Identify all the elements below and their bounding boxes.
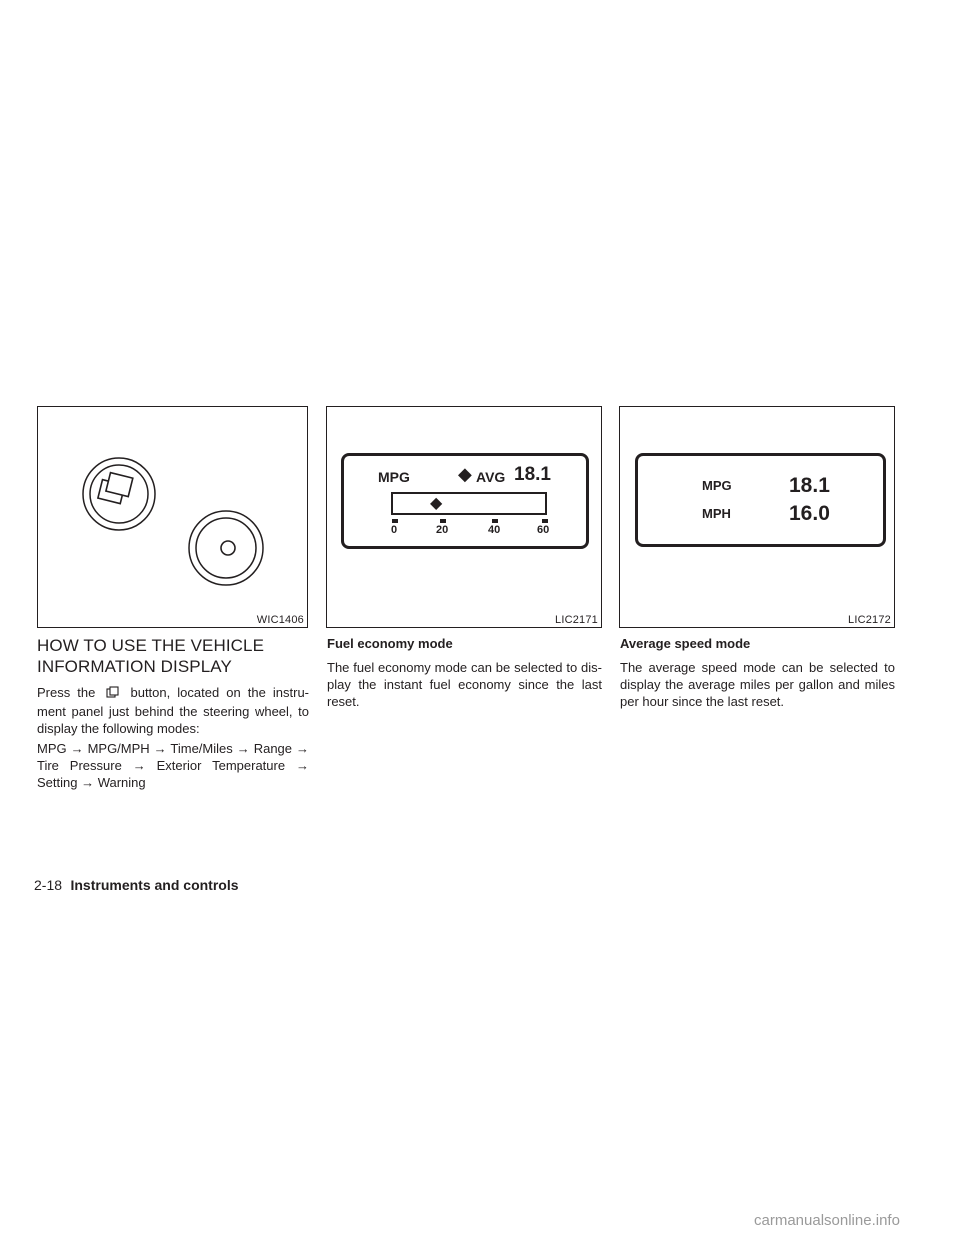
average-speed-heading: Average speed mode xyxy=(620,636,751,651)
avg-label: AVG xyxy=(476,469,506,485)
fuel-economy-body: The fuel economy mode can be selected to dis- play the instant fuel economy since the last reset. xyxy=(327,660,602,709)
lcd-screen xyxy=(635,453,886,547)
figure-code: LIC2172 xyxy=(848,614,891,626)
figure-average-speed-display xyxy=(619,406,895,628)
bar-graph-frame xyxy=(391,492,547,515)
scale-label: 40 xyxy=(488,524,501,536)
mph-label: MPH xyxy=(702,506,731,521)
avg-value: 18.1 xyxy=(514,464,551,485)
tick-mark xyxy=(392,519,398,523)
display-button-icon xyxy=(98,473,133,504)
average-speed-body: The average speed mode can be selected to display the average miles per gallon and miles per hour since the last reset. xyxy=(620,660,895,709)
mpg-label: MPG xyxy=(702,478,732,493)
figure-code: LIC2171 xyxy=(555,614,598,626)
tick-mark xyxy=(492,519,498,523)
page-number: 2-18 xyxy=(34,877,63,893)
scale-label: 0 xyxy=(391,524,398,536)
figure-fuel-economy-display xyxy=(326,406,602,628)
buttons-illustration xyxy=(38,407,307,627)
tick-mark xyxy=(440,519,446,523)
watermark: carmanualsonline.info xyxy=(754,1212,900,1229)
mpg-label: MPG xyxy=(378,469,410,485)
paragraph-press-button: Press the button, located on the instru- ment panel just behind the steering wheel, to display the following modes: xyxy=(37,685,309,736)
figure-buttons xyxy=(37,406,308,628)
mph-value: 16.0 xyxy=(789,502,830,525)
lcd-screen xyxy=(341,453,589,549)
tick-mark xyxy=(542,519,548,523)
fuel-economy-heading: Fuel economy mode xyxy=(327,636,453,651)
scale-label: 20 xyxy=(436,524,449,536)
section-heading: HOW TO USE THE VEHICLE INFORMATION DISPLAY xyxy=(37,636,265,676)
figure-code: WIC1406 xyxy=(256,614,304,626)
mpg-value: 18.1 xyxy=(789,474,830,497)
mode-sequence: MPG → MPG/MPH → Time/Miles → Range → Tire Pressure → Exterior Temperature → Setting → Warning xyxy=(37,741,309,790)
scale-label: 60 xyxy=(537,524,550,536)
diamond-marker-icon: ◆ xyxy=(430,495,443,512)
diamond-icon: ◆ xyxy=(458,464,472,484)
display-button-drawing xyxy=(83,458,155,530)
section-title: Instruments and controls xyxy=(70,877,239,893)
reset-button-drawing xyxy=(189,511,263,585)
display-button-icon xyxy=(106,686,119,703)
page-footer xyxy=(34,877,239,895)
